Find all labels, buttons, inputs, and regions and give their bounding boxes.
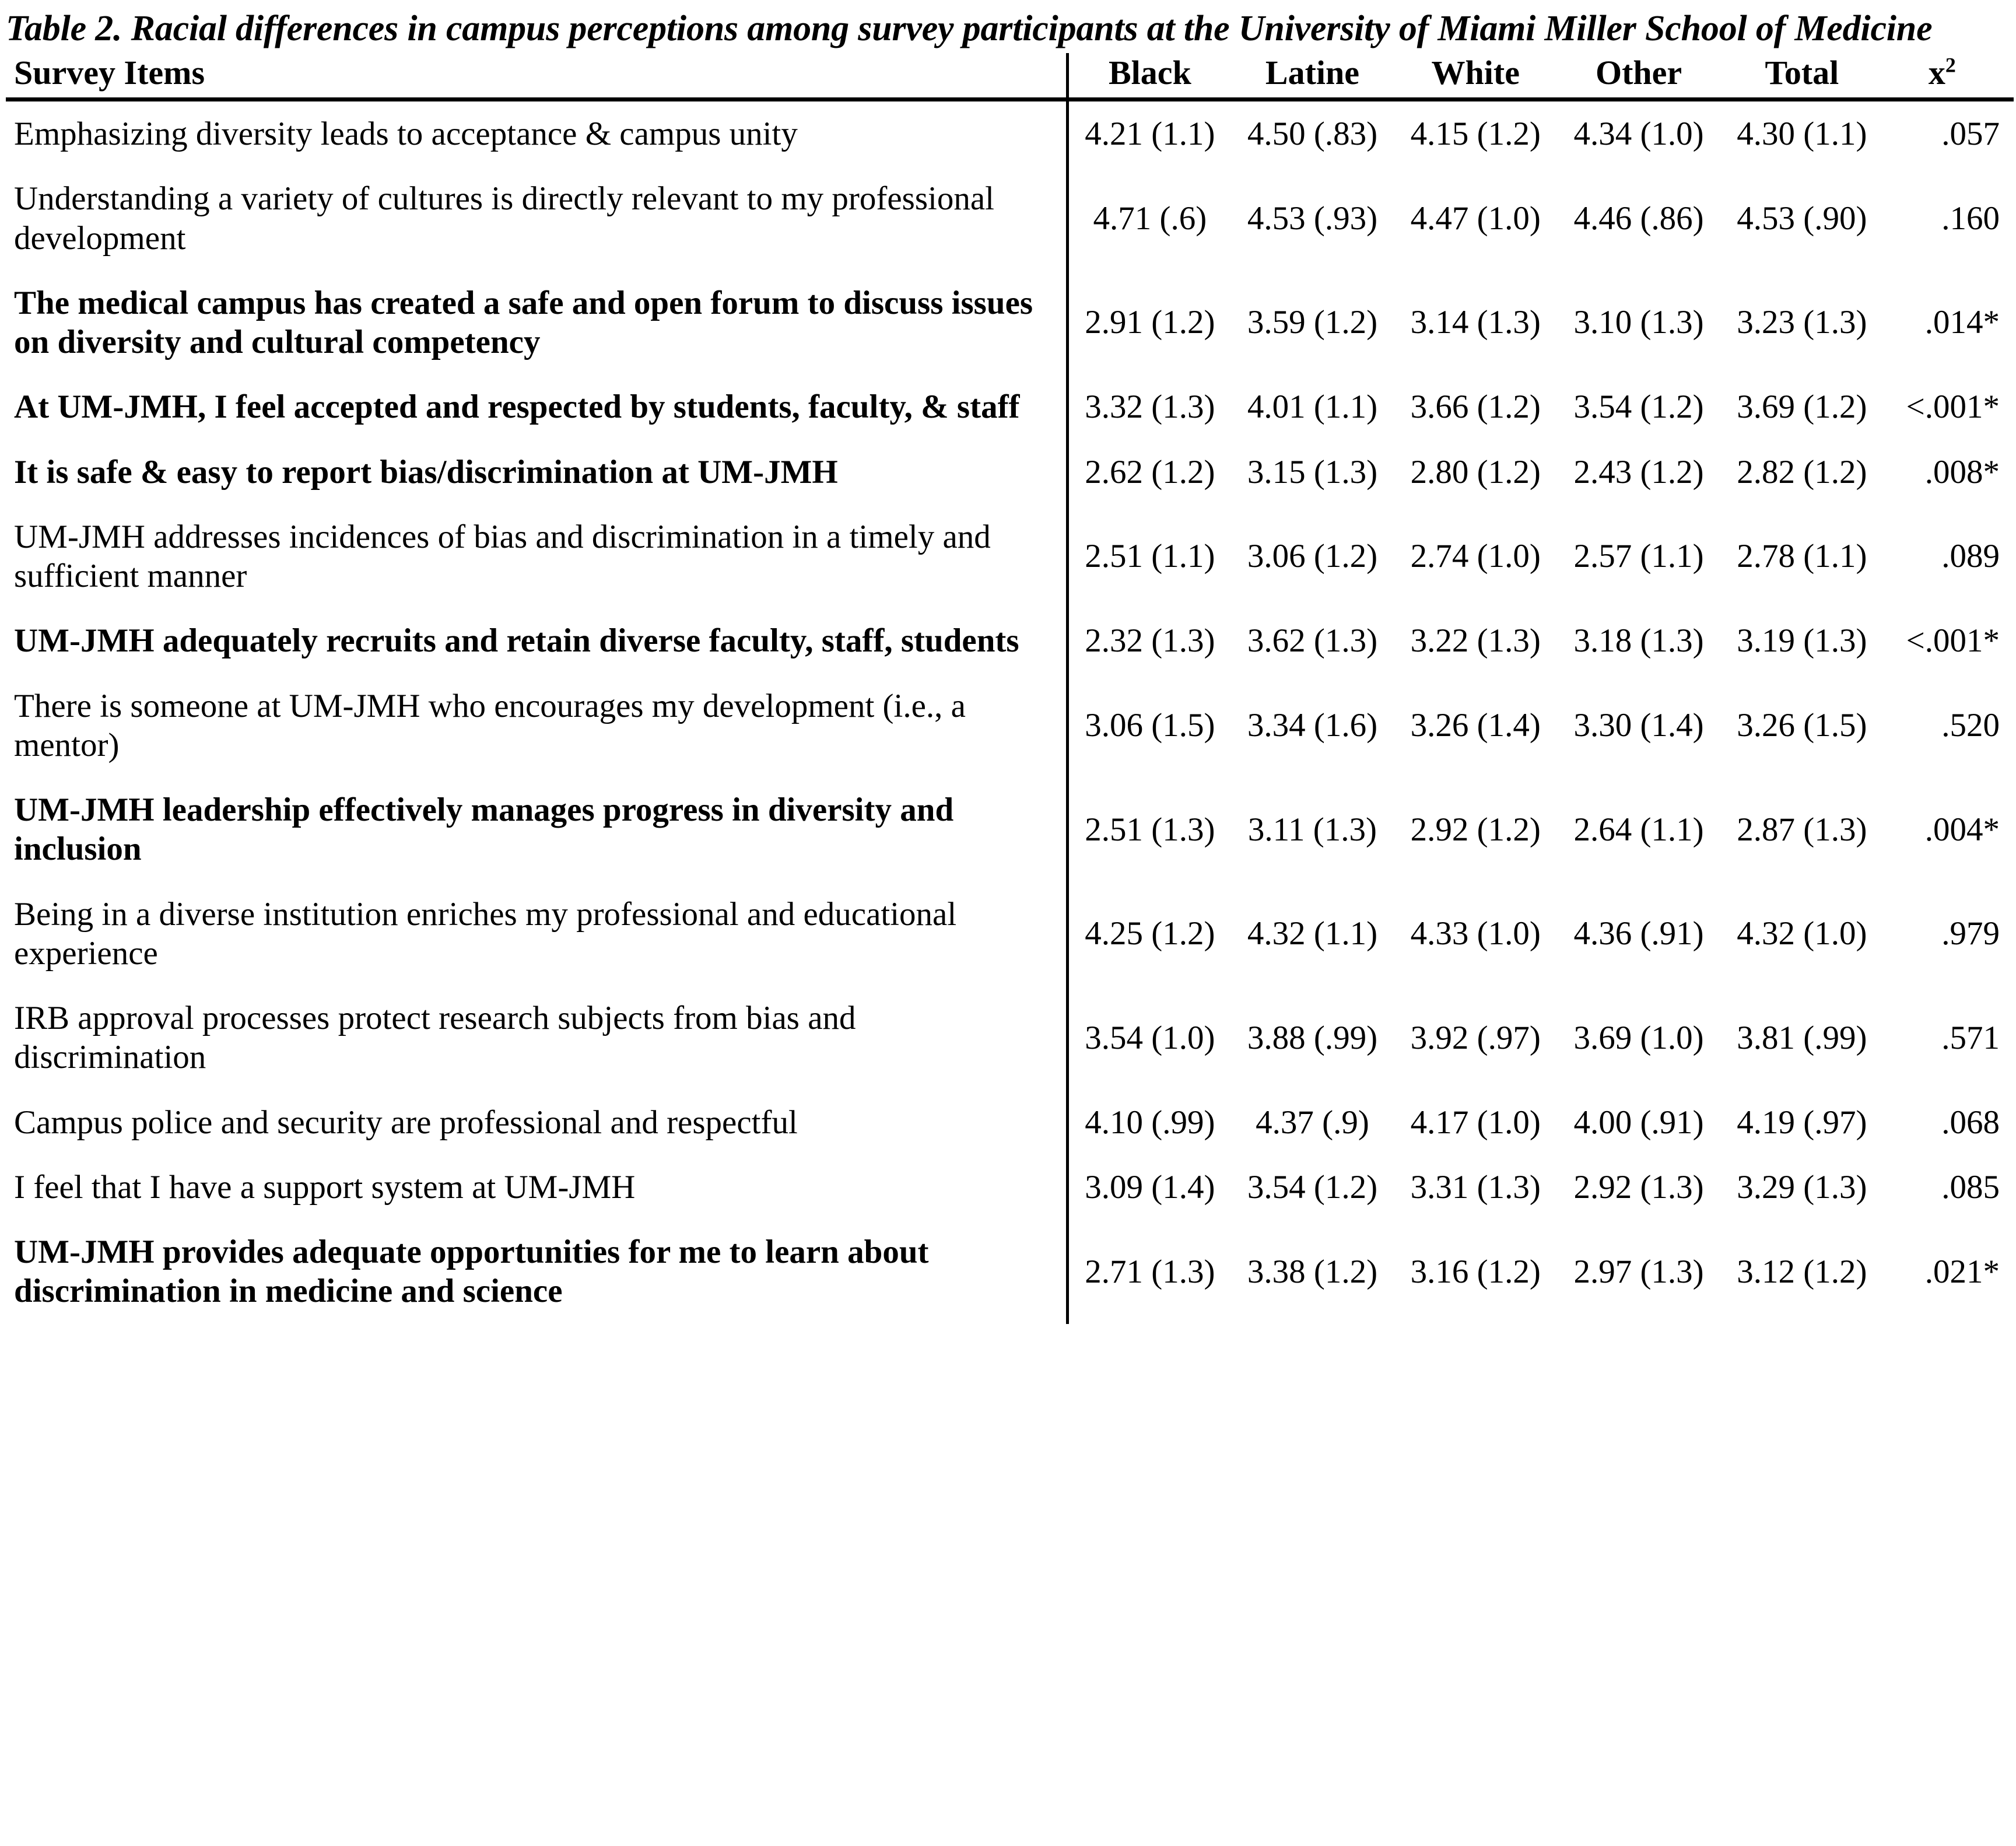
table-row [6, 166, 2014, 271]
value-white: 4.17 (1.0) [1410, 1104, 1541, 1141]
survey-item-text: IRB approval processes protect research subjects from bias and discrimination [14, 1000, 856, 1076]
table-caption: Table 2. Racial differences in campus perceptions among survey participants at the University of Miami Miller School of Medicine [6, 9, 1933, 48]
column-header-chi-square [1884, 53, 2014, 99]
table-row [6, 440, 2014, 505]
value-black: 2.62 (1.2) [1068, 440, 1231, 505]
value-latine: 4.53 (.93) [1247, 199, 1378, 237]
value-other: 4.34 (1.0) [1573, 115, 1704, 153]
table-row [6, 1155, 2014, 1220]
value-other: 2.57 (1.1) [1573, 538, 1704, 575]
value-other: 4.00 (.91) [1573, 1104, 1704, 1141]
value-latine: 4.01 (1.1) [1247, 388, 1378, 426]
value-total: 3.81 (.99) [1737, 1019, 1867, 1056]
value-total: 3.69 (1.2) [1737, 388, 1867, 426]
value-chi-square: .160 [1941, 199, 2000, 237]
value-white: 3.31 (1.3) [1410, 1168, 1541, 1206]
value-latine: 3.59 (1.2) [1247, 304, 1378, 341]
value-total: 3.19 (1.3) [1737, 622, 1867, 660]
value-other: 2.64 (1.1) [1573, 811, 1704, 848]
table-row [6, 1090, 2014, 1155]
value-white: 4.33 (1.0) [1410, 915, 1541, 952]
column-header-other: Other [1557, 53, 1720, 99]
value-chi-square: <.001* [1906, 388, 2000, 426]
value-total: 4.53 (.90) [1737, 199, 1867, 237]
value-total: 3.12 (1.2) [1737, 1253, 1867, 1290]
value-black: 4.10 (.99) [1068, 1090, 1231, 1155]
value-white: 3.92 (.97) [1410, 1019, 1541, 1056]
value-black: 2.51 (1.3) [1068, 777, 1231, 882]
value-chi-square: .085 [1941, 1168, 2000, 1206]
column-header-black: Black [1068, 53, 1231, 99]
value-chi-square: .004* [1924, 811, 2000, 848]
chi-square-exponent: 2 [1945, 53, 1956, 77]
value-chi-square: .089 [1941, 538, 2000, 575]
value-latine: 3.88 (.99) [1247, 1019, 1378, 1056]
column-header-survey-items: Survey Items [6, 53, 1068, 99]
value-other: 3.18 (1.3) [1573, 622, 1704, 660]
survey-item-text: Understanding a variety of cultures is directly relevant to my professional development [14, 180, 994, 257]
value-total: 4.19 (.97) [1737, 1104, 1867, 1141]
value-latine: 3.15 (1.3) [1247, 453, 1378, 491]
table-row [6, 505, 2014, 609]
value-black: 3.32 (1.3) [1068, 374, 1231, 439]
value-chi-square: .068 [1941, 1104, 2000, 1141]
value-other: 3.69 (1.0) [1573, 1019, 1704, 1056]
value-other: 2.43 (1.2) [1573, 453, 1704, 491]
value-latine: 3.34 (1.6) [1247, 707, 1378, 744]
table-head [6, 53, 2014, 99]
value-black: 3.09 (1.4) [1068, 1155, 1231, 1220]
chi-square-base: x [1928, 54, 1945, 92]
value-other: 2.97 (1.3) [1573, 1253, 1704, 1290]
survey-item-text: Emphasizing diversity leads to acceptance & campus unity [14, 115, 798, 153]
value-white: 2.74 (1.0) [1410, 538, 1541, 575]
value-latine: 4.32 (1.1) [1247, 915, 1378, 952]
value-black: 4.25 (1.2) [1068, 882, 1231, 986]
table-row [6, 986, 2014, 1090]
value-white: 4.47 (1.0) [1410, 199, 1541, 237]
survey-item-text: UM-JMH provides adequate opportunities for me to learn about discrimination in medicine and science [14, 1234, 929, 1310]
value-other: 3.54 (1.2) [1573, 388, 1704, 426]
value-total: 3.23 (1.3) [1737, 304, 1867, 341]
value-white: 3.26 (1.4) [1410, 707, 1541, 744]
value-latine: 4.37 (.9) [1256, 1104, 1369, 1141]
survey-item-text: At UM-JMH, I feel accepted and respected by students, faculty, & staff [14, 388, 1020, 426]
value-latine: 3.62 (1.3) [1247, 622, 1378, 660]
value-black: 2.51 (1.1) [1068, 505, 1231, 609]
table-row [6, 608, 2014, 673]
header-row [6, 53, 2014, 99]
table-row [6, 100, 2014, 167]
table-body [6, 100, 2014, 1324]
value-chi-square: .008* [1924, 453, 2000, 491]
value-chi-square: .571 [1941, 1019, 2000, 1056]
value-white: 4.15 (1.2) [1410, 115, 1541, 153]
value-black: 2.32 (1.3) [1068, 608, 1231, 673]
value-latine: 3.54 (1.2) [1247, 1168, 1378, 1206]
value-white: 2.92 (1.2) [1410, 811, 1541, 848]
value-black: 3.54 (1.0) [1068, 986, 1231, 1090]
value-black: 3.06 (1.5) [1068, 674, 1231, 778]
value-black: 2.71 (1.3) [1068, 1220, 1231, 1324]
survey-item-text: UM-JMH leadership effectively manages progress in diversity and inclusion [14, 791, 954, 868]
value-latine: 4.50 (.83) [1247, 115, 1378, 153]
survey-item-text: There is someone at UM-JMH who encourages my development (i.e., a mentor) [14, 687, 966, 763]
column-header-white: White [1394, 53, 1557, 99]
racial-differences-table [6, 53, 2014, 1323]
value-black: 4.21 (1.1) [1068, 100, 1231, 167]
value-white: 3.14 (1.3) [1410, 304, 1541, 341]
value-chi-square: .520 [1941, 707, 2000, 744]
survey-item-text: Campus police and security are professional and respectful [14, 1104, 798, 1141]
column-header-total: Total [1720, 53, 1884, 99]
value-white: 3.22 (1.3) [1410, 622, 1541, 660]
value-chi-square: .014* [1924, 304, 2000, 341]
value-latine: 3.11 (1.3) [1247, 811, 1377, 848]
value-total: 4.30 (1.1) [1737, 115, 1867, 153]
value-chi-square: <.001* [1906, 622, 2000, 660]
table-row [6, 674, 2014, 778]
value-total: 2.78 (1.1) [1737, 538, 1867, 575]
value-other: 4.36 (.91) [1573, 915, 1704, 952]
value-latine: 3.06 (1.2) [1247, 538, 1378, 575]
table-row [6, 271, 2014, 375]
value-other: 3.10 (1.3) [1573, 304, 1704, 341]
value-total: 4.32 (1.0) [1737, 915, 1867, 952]
column-header-latine: Latine [1231, 53, 1394, 99]
table-row [6, 777, 2014, 882]
value-white: 3.66 (1.2) [1410, 388, 1541, 426]
table-row [6, 1220, 2014, 1324]
survey-item-text: Being in a diverse institution enriches my professional and educational experience [14, 895, 957, 972]
value-other: 4.46 (.86) [1573, 199, 1704, 237]
value-white: 3.16 (1.2) [1410, 1253, 1541, 1290]
value-latine: 3.38 (1.2) [1247, 1253, 1378, 1290]
value-total: 2.82 (1.2) [1737, 453, 1867, 491]
value-other: 3.30 (1.4) [1573, 707, 1704, 744]
value-chi-square: .057 [1941, 115, 2000, 153]
table-row [6, 882, 2014, 986]
value-total: 3.29 (1.3) [1737, 1168, 1867, 1206]
value-white: 2.80 (1.2) [1410, 453, 1541, 491]
value-other: 2.92 (1.3) [1573, 1168, 1704, 1206]
value-chi-square: .021* [1924, 1253, 2000, 1290]
value-total: 3.26 (1.5) [1737, 707, 1867, 744]
survey-item-text: UM-JMH adequately recruits and retain diverse faculty, staff, students [14, 622, 1019, 660]
survey-item-text: The medical campus has created a safe and open forum to discuss issues on diversity and cultural competency [14, 284, 1033, 361]
value-total: 2.87 (1.3) [1737, 811, 1867, 848]
value-chi-square: .979 [1941, 915, 2000, 952]
survey-item-text: I feel that I have a support system at UM-JMH [14, 1168, 636, 1206]
value-black: 4.71 (.6) [1068, 166, 1231, 271]
survey-item-text: UM-JMH addresses incidences of bias and discrimination in a timely and sufficient manner [14, 518, 991, 595]
survey-item-text: It is safe & easy to report bias/discrimination at UM-JMH [14, 453, 838, 491]
value-black: 2.91 (1.2) [1068, 271, 1231, 375]
table-row [6, 374, 2014, 439]
